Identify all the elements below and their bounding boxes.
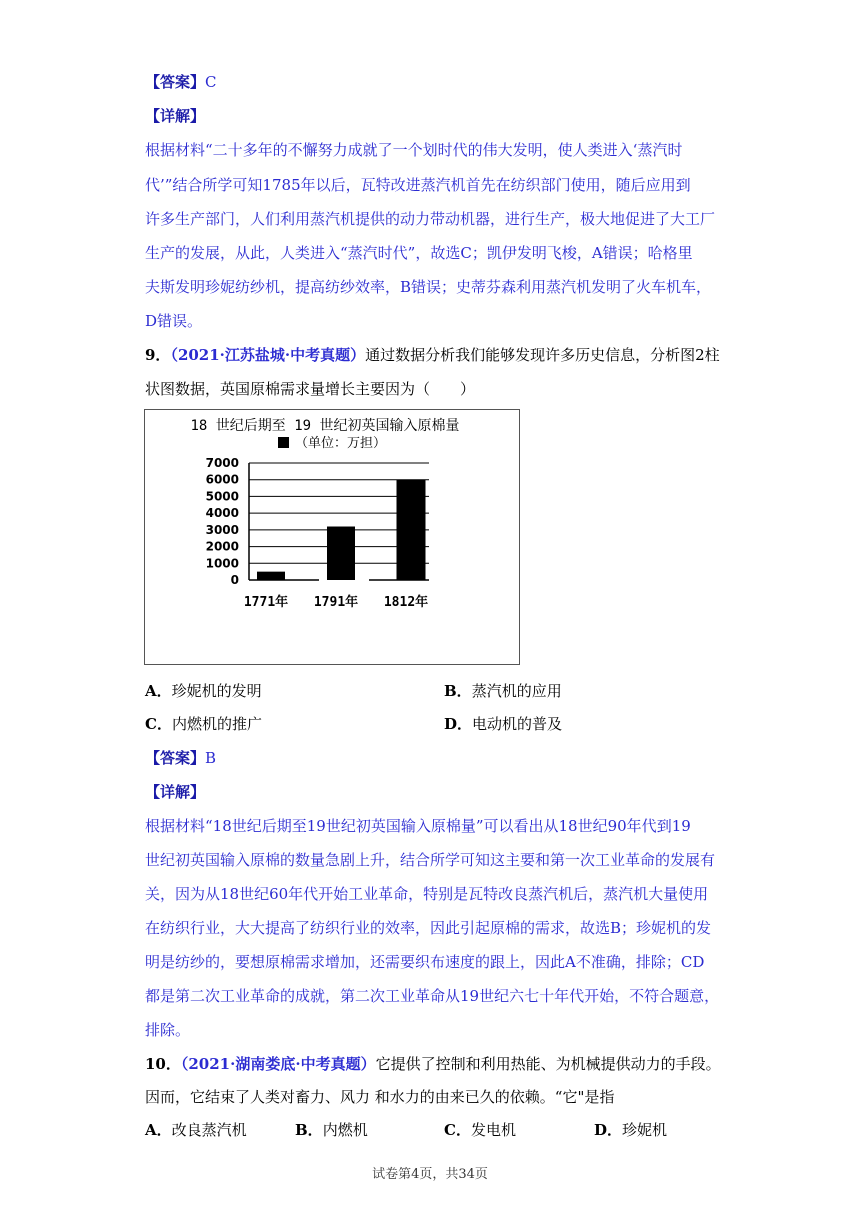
- q10-stem: 10．（2021·湖南娄底·中考真题）它提供了控制和利用热能、为机械提供动力的手段。: [145, 1055, 721, 1073]
- x-tick-label: 1812年: [383, 595, 429, 610]
- q10-option-b[interactable]: B．内燃机: [295, 1121, 368, 1139]
- legend-swatch: [278, 437, 289, 448]
- y-tick-label: 0: [230, 573, 239, 587]
- q9-detail-label: 【详解】: [145, 783, 206, 801]
- y-tick-label: 3000: [205, 522, 239, 537]
- q8-detail-line: 夫斯发明珍妮纺纱机，提高纺纱效率，B错误；史蒂芬森利用蒸汽机发明了火车机车，: [145, 278, 712, 296]
- q9-stem: 9．（2021·江苏盐城·中考真题）通过数据分析我们能够发现许多历史信息，分析图2柱: [145, 346, 720, 364]
- y-tick-label: 7000: [205, 456, 239, 470]
- q9-detail-line: 关，因为从18世纪60年代开始工业革命，特别是瓦特改良蒸汽机后，蒸汽机大量使用: [145, 885, 709, 903]
- bar: [397, 480, 426, 580]
- q8-detail-line: D错误。: [145, 312, 203, 330]
- q9-detail-line: 在纺织行业，大大提高了纺织行业的效率，因此引起原棉的需求，故选B；珍妮机的发: [145, 919, 712, 937]
- q10-option-c[interactable]: C．发电机: [444, 1121, 516, 1139]
- q10-stem-cont: 因而，它结束了人类对畜力、风力 和水力的由来已久的依赖。“它"是指: [145, 1088, 615, 1106]
- q9-detail-line: 都是第二次工业革命的成就，第二次工业革命从19世纪六七十年代开始，不符合题意，: [145, 987, 720, 1005]
- q9-answer: 【答案】B: [145, 749, 217, 767]
- x-tick-label: 1771年: [243, 595, 289, 610]
- chart-title: 18 世纪后期至 19 世纪初英国输入原棉量: [190, 418, 460, 434]
- bar: [327, 527, 355, 580]
- q8-answer: 【答案】C: [145, 73, 217, 91]
- q8-detail-line: 代’”结合所学可知1785年以后，瓦特改进蒸汽机首先在纺织部门使用，随后应用到: [145, 176, 691, 194]
- q9-option-d[interactable]: D．电动机的普及: [444, 715, 563, 733]
- q9-option-c[interactable]: C．内燃机的推广: [145, 715, 262, 733]
- q8-detail-line: 许多生产部门，人们利用蒸汽机提供的动力带动机器，进行生产，极大地促进了大工厂: [145, 210, 716, 228]
- q9-stem-cont: 状图数据，英国原棉需求量增长主要因为（ ）: [145, 380, 476, 398]
- x-tick-label: 1791年: [313, 595, 359, 610]
- y-tick-label: 1000: [205, 556, 239, 571]
- q9-detail-line: 根据材料“18世纪后期至19世纪初英国输入原棉量”可以看出从18世纪90年代到19: [145, 817, 691, 835]
- q9-option-b[interactable]: B．蒸汽机的应用: [444, 682, 562, 700]
- q9-detail-line: 排除。: [145, 1021, 191, 1039]
- bar-chart: [145, 410, 519, 664]
- q9-detail-line: 世纪初英国输入原棉的数量急剧上升，结合所学可知这主要和第一次工业革命的发展有: [145, 851, 716, 869]
- q8-detail-line: 生产的发展，从此，人类进入“蒸汽时代”，故选C；凯伊发明飞梭，A错误；哈格里: [145, 244, 693, 262]
- q10-option-a[interactable]: A．改良蒸汽机: [145, 1121, 247, 1139]
- q9-option-a[interactable]: A．珍妮机的发明: [145, 682, 262, 700]
- q10-option-d[interactable]: D．珍妮机: [594, 1121, 668, 1139]
- y-tick-label: 4000: [205, 506, 239, 521]
- legend-label: （单位：万担）: [295, 436, 387, 451]
- bar: [257, 572, 285, 580]
- page-footer: 试卷第4页，共34页: [372, 1167, 488, 1182]
- q8-detail-line: 根据材料“二十多年的不懈努力成就了一个划时代的伟大发明，使人类进入‘蒸汽时: [145, 141, 683, 159]
- y-tick-label: 2000: [205, 539, 239, 554]
- q8-detail-label: 【详解】: [145, 107, 206, 125]
- cotton-import-chart: [144, 409, 520, 665]
- q9-detail-line: 明是纺纱的，要想原棉需求增加，还需要织布速度的跟上，因此A不准确，排除；CD: [145, 953, 705, 971]
- y-tick-label: 6000: [205, 472, 239, 487]
- plot-area: [206, 456, 429, 610]
- y-tick-label: 5000: [205, 489, 239, 504]
